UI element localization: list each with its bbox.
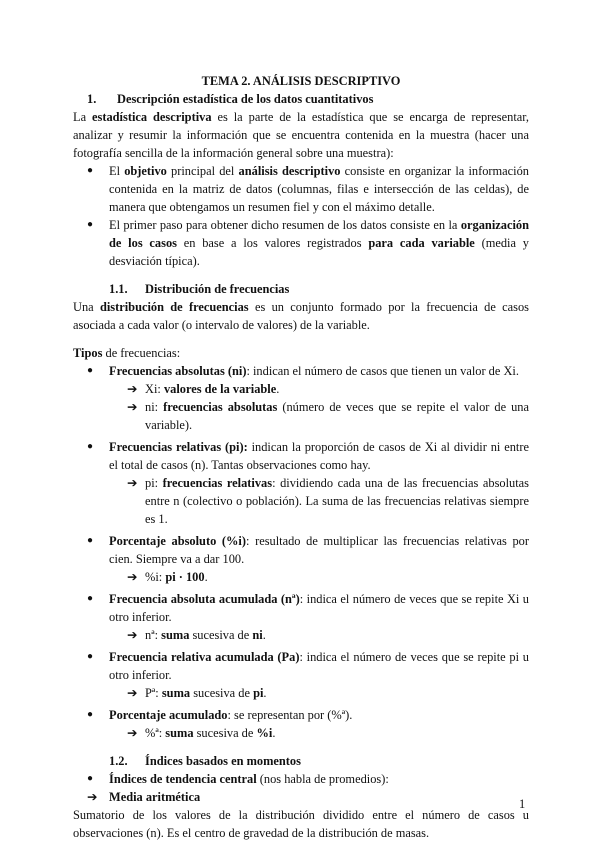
subsection-title: Distribución de frecuencias (145, 282, 290, 296)
bullet-icon: ● (87, 219, 94, 230)
bullet-icon: ● (87, 593, 94, 604)
indices-list (73, 770, 529, 806)
distribution-paragraph: Una distribución de frecuencias es un conjunto formado por la frecuencia de casos asociada a cada valor (o intervalo de valores) de la variable. (73, 300, 529, 332)
bullet-icon: ● (87, 773, 94, 784)
arrow-icon: ➔ (87, 790, 98, 804)
arrow-icon: ➔ (127, 382, 138, 396)
intro-paragraph: La estadística descriptiva es la parte de la estadística que se encarga de representar, analizar y resumir la información que se encuentra contenida en la muestra (hacer una fotografía sencilla de la información general sobre una muestra): (73, 110, 529, 160)
arrow-icon: ➔ (127, 476, 138, 490)
subsection-number: 1.2. (109, 754, 128, 768)
list-item: ➔ %i: pi · 100. (127, 570, 208, 584)
list-item: ● El primer paso para obtener dicho resumen de los datos consiste en la organización de los casos en base a los valores registrados para cada variable (media y desviación típica). (87, 218, 529, 268)
frequency-types-list (73, 362, 529, 742)
bullet-icon: ● (87, 651, 94, 662)
subsection-number: 1.1. (109, 282, 128, 296)
list-item: ➔ %ª: suma sucesiva de %i. (127, 726, 276, 740)
list-item: ● Frecuencia relativa acumulada (Pa): indica el número de veces que se repite pi u otro inferior. (87, 650, 529, 682)
intro-bullets (73, 162, 529, 270)
subsection-heading-1-1 (73, 280, 529, 298)
list-item: ● Frecuencias relativas (pi): indican la proporción de casos de Xi al dividir ni entre el total de casos (n). Tantas observaciones como hay. (87, 440, 529, 472)
list-item: ● Porcentaje acumulado: se representan por (%ª). (87, 708, 353, 722)
bullet-icon: ● (87, 709, 94, 720)
list-item: ● Porcentaje absoluto (%i): resultado de multiplicar las frecuencias relativas por cien. Siempre va a dar 100. (87, 534, 530, 566)
list-item: ➔ nª: suma sucesiva de ni. (127, 628, 266, 642)
mean-definition: Sumatorio de los valores de la distribución dividido entre el número de casos u observaciones (n). Es el centro de gravedad de la distribución de masas. (73, 808, 529, 840)
list-item: ➔ ni: frecuencias absolutas (número de veces que se repite el valor de una variable). (127, 400, 529, 432)
arrow-icon: ➔ (127, 726, 138, 740)
list-item: ➔ Media aritmética (87, 790, 201, 804)
types-heading: Tipos de frecuencias: (73, 346, 181, 360)
list-item: ● Frecuencias absolutas (ni): indican el número de casos que tienen un valor de Xi. (87, 364, 519, 378)
section-title: Descripción estadística de los datos cuantitativos (117, 92, 374, 106)
subsection-heading-1-2 (73, 752, 529, 770)
arrow-icon: ➔ (127, 570, 138, 584)
bullet-icon: ● (87, 365, 94, 376)
page-number: 1 (519, 797, 526, 811)
arrow-icon: ➔ (127, 686, 138, 700)
list-item: ● Índices de tendencia central (nos habla de promedios): (87, 772, 389, 786)
bullet-icon: ● (87, 165, 94, 176)
arrow-icon: ➔ (127, 628, 138, 642)
list-item: ➔ Pª: suma sucesiva de pi. (127, 686, 267, 700)
subsection-title: Índices basados en momentos (145, 754, 301, 768)
arrow-icon: ➔ (127, 400, 138, 414)
bullet-icon: ● (87, 441, 94, 452)
bullet-icon: ● (87, 535, 94, 546)
section-heading-1 (73, 90, 529, 108)
list-item: ➔ Xi: valores de la variable. (127, 382, 280, 396)
list-item: ➔ pi: frecuencias relativas: dividiendo cada una de las frecuencias absolutas entre n (colectivo o población). La suma de las frecuencias relativas siempre es 1. (127, 476, 530, 526)
list-item: ● Frecuencia absoluta acumulada (nª): indica el número de veces que se repite Xi u otro inferior. (87, 592, 529, 624)
section-number: 1. (87, 92, 97, 106)
page-title: TEMA 2. ANÁLISIS DESCRIPTIVO (201, 74, 401, 88)
document-page (73, 72, 529, 842)
list-item: ● El objetivo principal del análisis descriptivo consiste en organizar la información contenida en la matriz de datos (columnas, filas e intersección de las celdas), de manera que obtengamos un resumen fiel y con el máximo detalle. (87, 164, 529, 214)
